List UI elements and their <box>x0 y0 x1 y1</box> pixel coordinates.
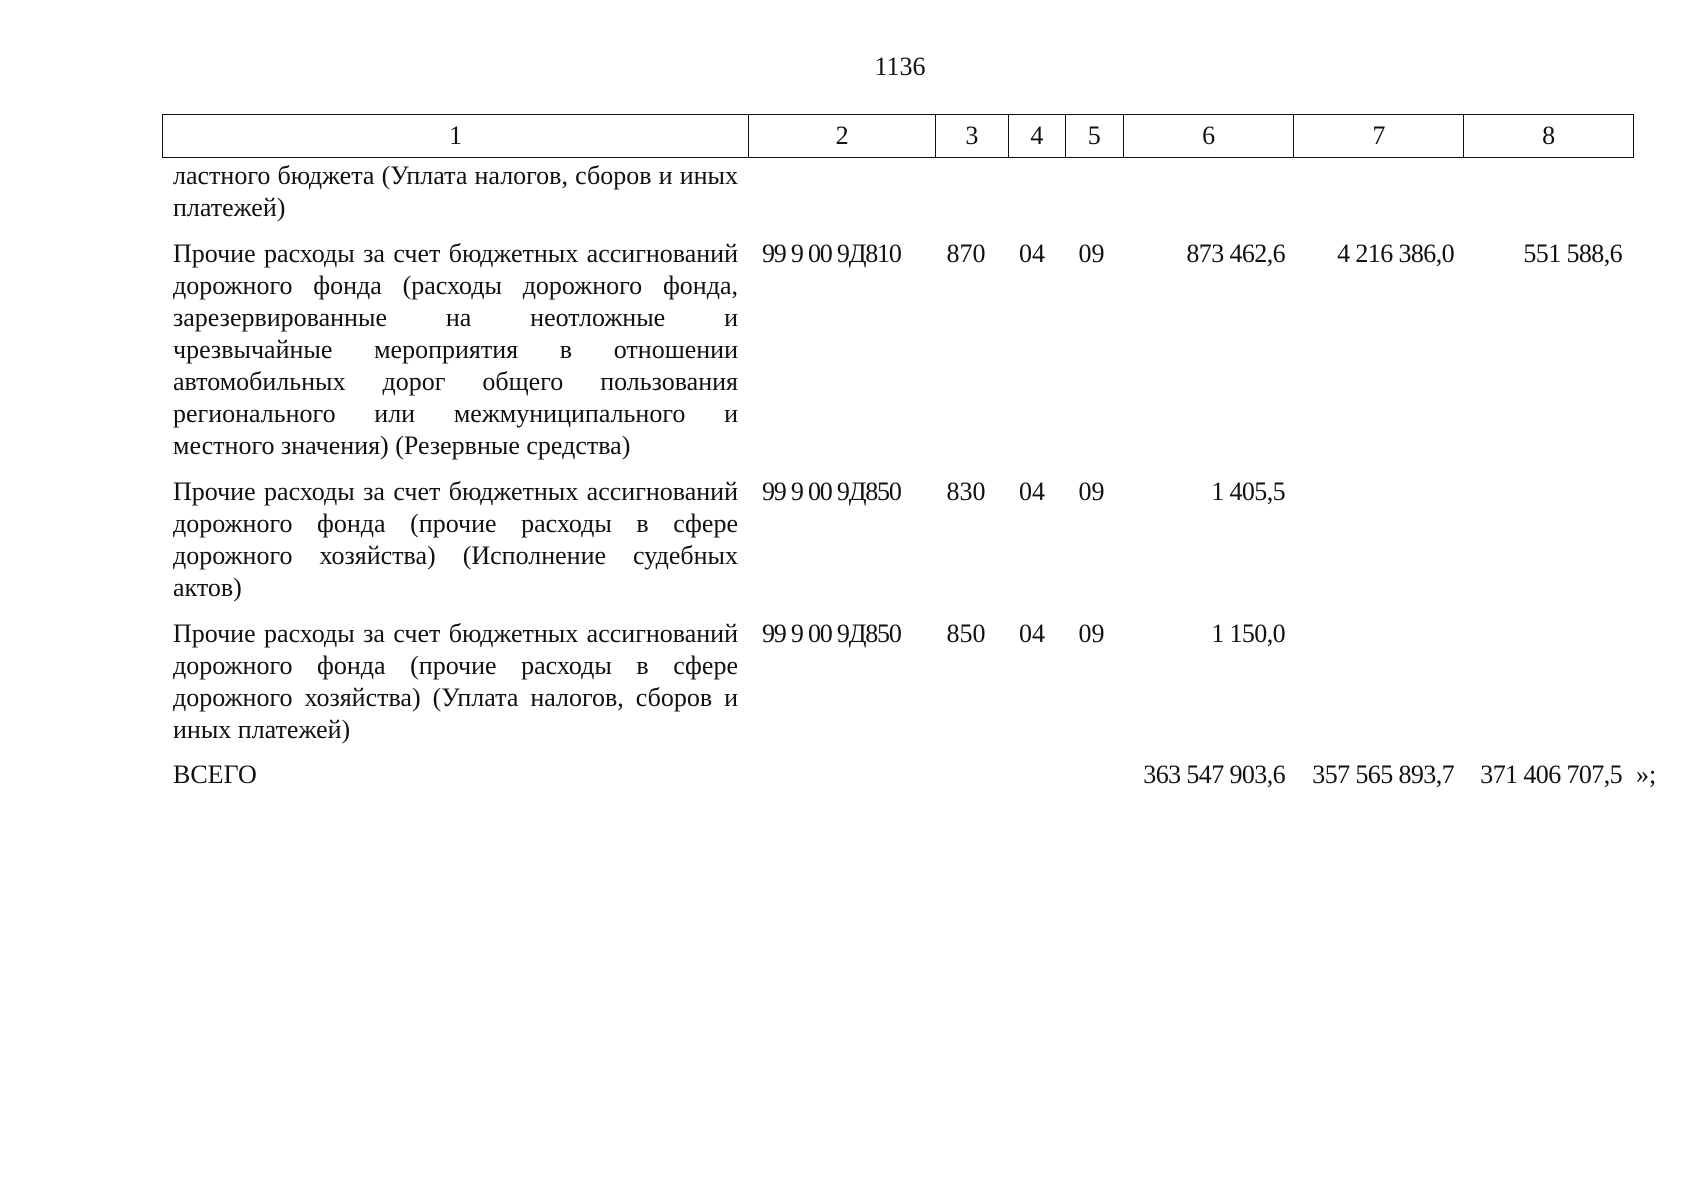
header-col-3: 3 <box>936 115 1009 157</box>
row-col-5: 09 <box>1078 477 1105 506</box>
header-col-7: 7 <box>1294 115 1464 157</box>
row-col-5: 09 <box>1078 619 1105 648</box>
row-col-5: 09 <box>1078 239 1105 268</box>
row-col-3: 870 <box>946 239 986 268</box>
row-code: 99 9 00 9Д850 <box>762 477 901 506</box>
row-col-7: 4 216 386,0 <box>1337 239 1454 268</box>
row-col-3: 830 <box>946 477 986 506</box>
closing-quote: »; <box>1636 760 1657 789</box>
row-col-6: 1 405,5 <box>1211 477 1285 506</box>
total-label: ВСЕГО <box>173 760 257 789</box>
row-col-6: 1 150,0 <box>1211 619 1285 648</box>
row-col-6: 873 462,6 <box>1186 239 1285 268</box>
total-col-8: 371 406 707,5 <box>1480 760 1622 789</box>
row-code: 99 9 00 9Д810 <box>762 239 901 268</box>
row-col-4: 04 <box>1019 477 1045 506</box>
total-col-6: 363 547 903,6 <box>1143 760 1285 789</box>
row-col-4: 04 <box>1019 619 1045 648</box>
header-col-4: 4 <box>1009 115 1066 157</box>
header-col-8: 8 <box>1542 121 1556 150</box>
page-number: 1136 <box>874 52 926 81</box>
row-col-8: 551 588,6 <box>1523 239 1622 268</box>
row-description: Прочие расходы за счет бюджетных ассигнований дорожного фонда (прочие расходы в сфере дорожного хозяйства) (Уплата налогов, сборов и иных платежей) <box>173 619 738 744</box>
total-col-7: 357 565 893,7 <box>1312 760 1454 789</box>
header-col-6: 6 <box>1124 115 1295 157</box>
header-col-5: 5 <box>1066 115 1124 157</box>
header-col-1: 1 <box>163 115 749 157</box>
table-header <box>162 114 1634 158</box>
row-description: Прочие расходы за счет бюджетных ассигнований дорожного фонда (прочие расходы в сфере дорожного хозяйства) (Исполнение судебных актов) <box>173 477 738 602</box>
row-description: ластного бюджета (Уплата налогов, сборов и иных платежей) <box>173 161 738 222</box>
row-col-3: 850 <box>946 619 986 648</box>
row-col-4: 04 <box>1019 239 1045 268</box>
header-col-2: 2 <box>749 115 936 157</box>
row-code: 99 9 00 9Д850 <box>762 619 901 648</box>
row-description: Прочие расходы за счет бюджетных ассигнований дорожного фонда (расходы дорожного фонда, зарезервированные на неотложные и чрезвычайные мероприятия в отношении автомобильных дорог общего пользования регионального или межмуниципального и местного значения) (Резервные средства) <box>173 239 738 460</box>
